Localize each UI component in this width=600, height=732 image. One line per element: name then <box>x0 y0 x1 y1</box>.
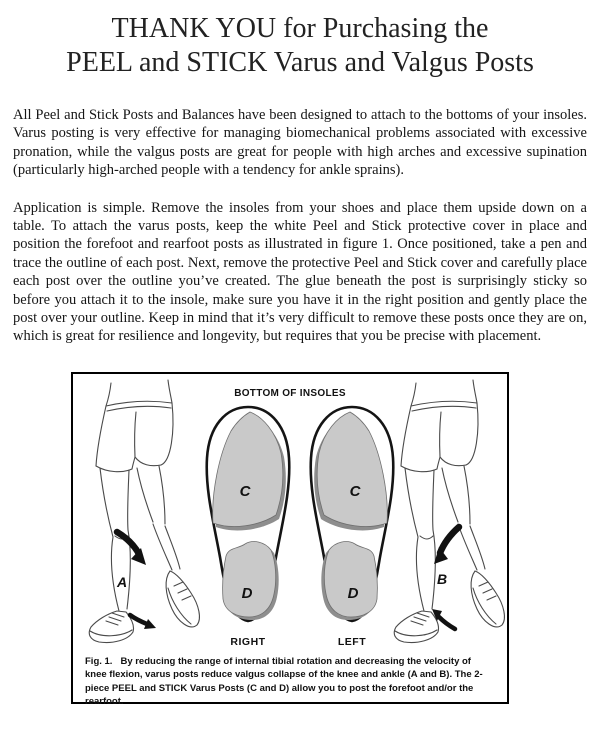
label-rearfoot-post-left: D <box>347 584 359 602</box>
label-leg-b: B <box>436 570 448 587</box>
label-left-insole: LEFT <box>337 635 367 648</box>
figure-caption-text: By reducing the range of internal tibial rotation and decreasing the velocity of knee flexion, varus posts reduce valgus collapse of the knee and ankle (A and B). The 2-piece PEEL and STICK Varus Posts (C and D) allow you to post the forefoot and/or the rearfoot. <box>85 655 483 708</box>
right-knee-arrow-icon <box>434 527 459 564</box>
figure-caption <box>73 652 507 709</box>
figure-1 <box>71 372 509 708</box>
label-right-insole: RIGHT <box>230 635 266 648</box>
paragraph-intro: All Peel and Stick Posts and Balances have been designed to attach to the bottoms of your insoles. Varus posting is very effective for managing biomechanical problems associated with excessive pronation, while the valgus posts are great for people with high arches and excessive supination (particularly high-arched people with a tendency for ankle sprains). <box>13 107 587 179</box>
label-leg-a: A <box>116 573 128 590</box>
label-forefoot-post-left: C <box>349 482 361 500</box>
right-leg-drawing <box>394 380 504 643</box>
page-title <box>13 12 587 80</box>
label-rearfoot-post-right: D <box>241 584 253 602</box>
label-forefoot-post-right: C <box>239 482 251 500</box>
paragraph-application: Application is simple. Remove the insoles from your shoes and place them upside down on a table. To attach the varus posts, keep the white Peel and Stick protective cover in place and position the forefoot and rearfoot posts as illustrated in figure 1. Once positioned, take a pen and trace the outline of each post. Next, remove the protective Peel and Stick cover and carefully place each post over the outline you’ve created. The glue beneath the post is surprisingly sticky so before you attach it to the insole, make sure you have it in the right position and gently place the post over your outline. Keep in mind that it’s very difficult to remove these posts once they are on, which is great for resilience and longevity, but requires that you be precise with placement. <box>13 199 587 345</box>
page-title-line1: THANK YOU for Purchasing the <box>111 13 489 44</box>
left-leg-drawing <box>89 380 199 643</box>
figure-1-illustration <box>73 374 507 652</box>
left-knee-arrow-icon <box>117 532 146 565</box>
figure-caption-number: Fig. 1. <box>85 655 113 667</box>
page-title-line2: PEEL and STICK Varus and Valgus Posts <box>66 47 534 78</box>
figure-header: BOTTOM OF INSOLES <box>234 387 346 399</box>
